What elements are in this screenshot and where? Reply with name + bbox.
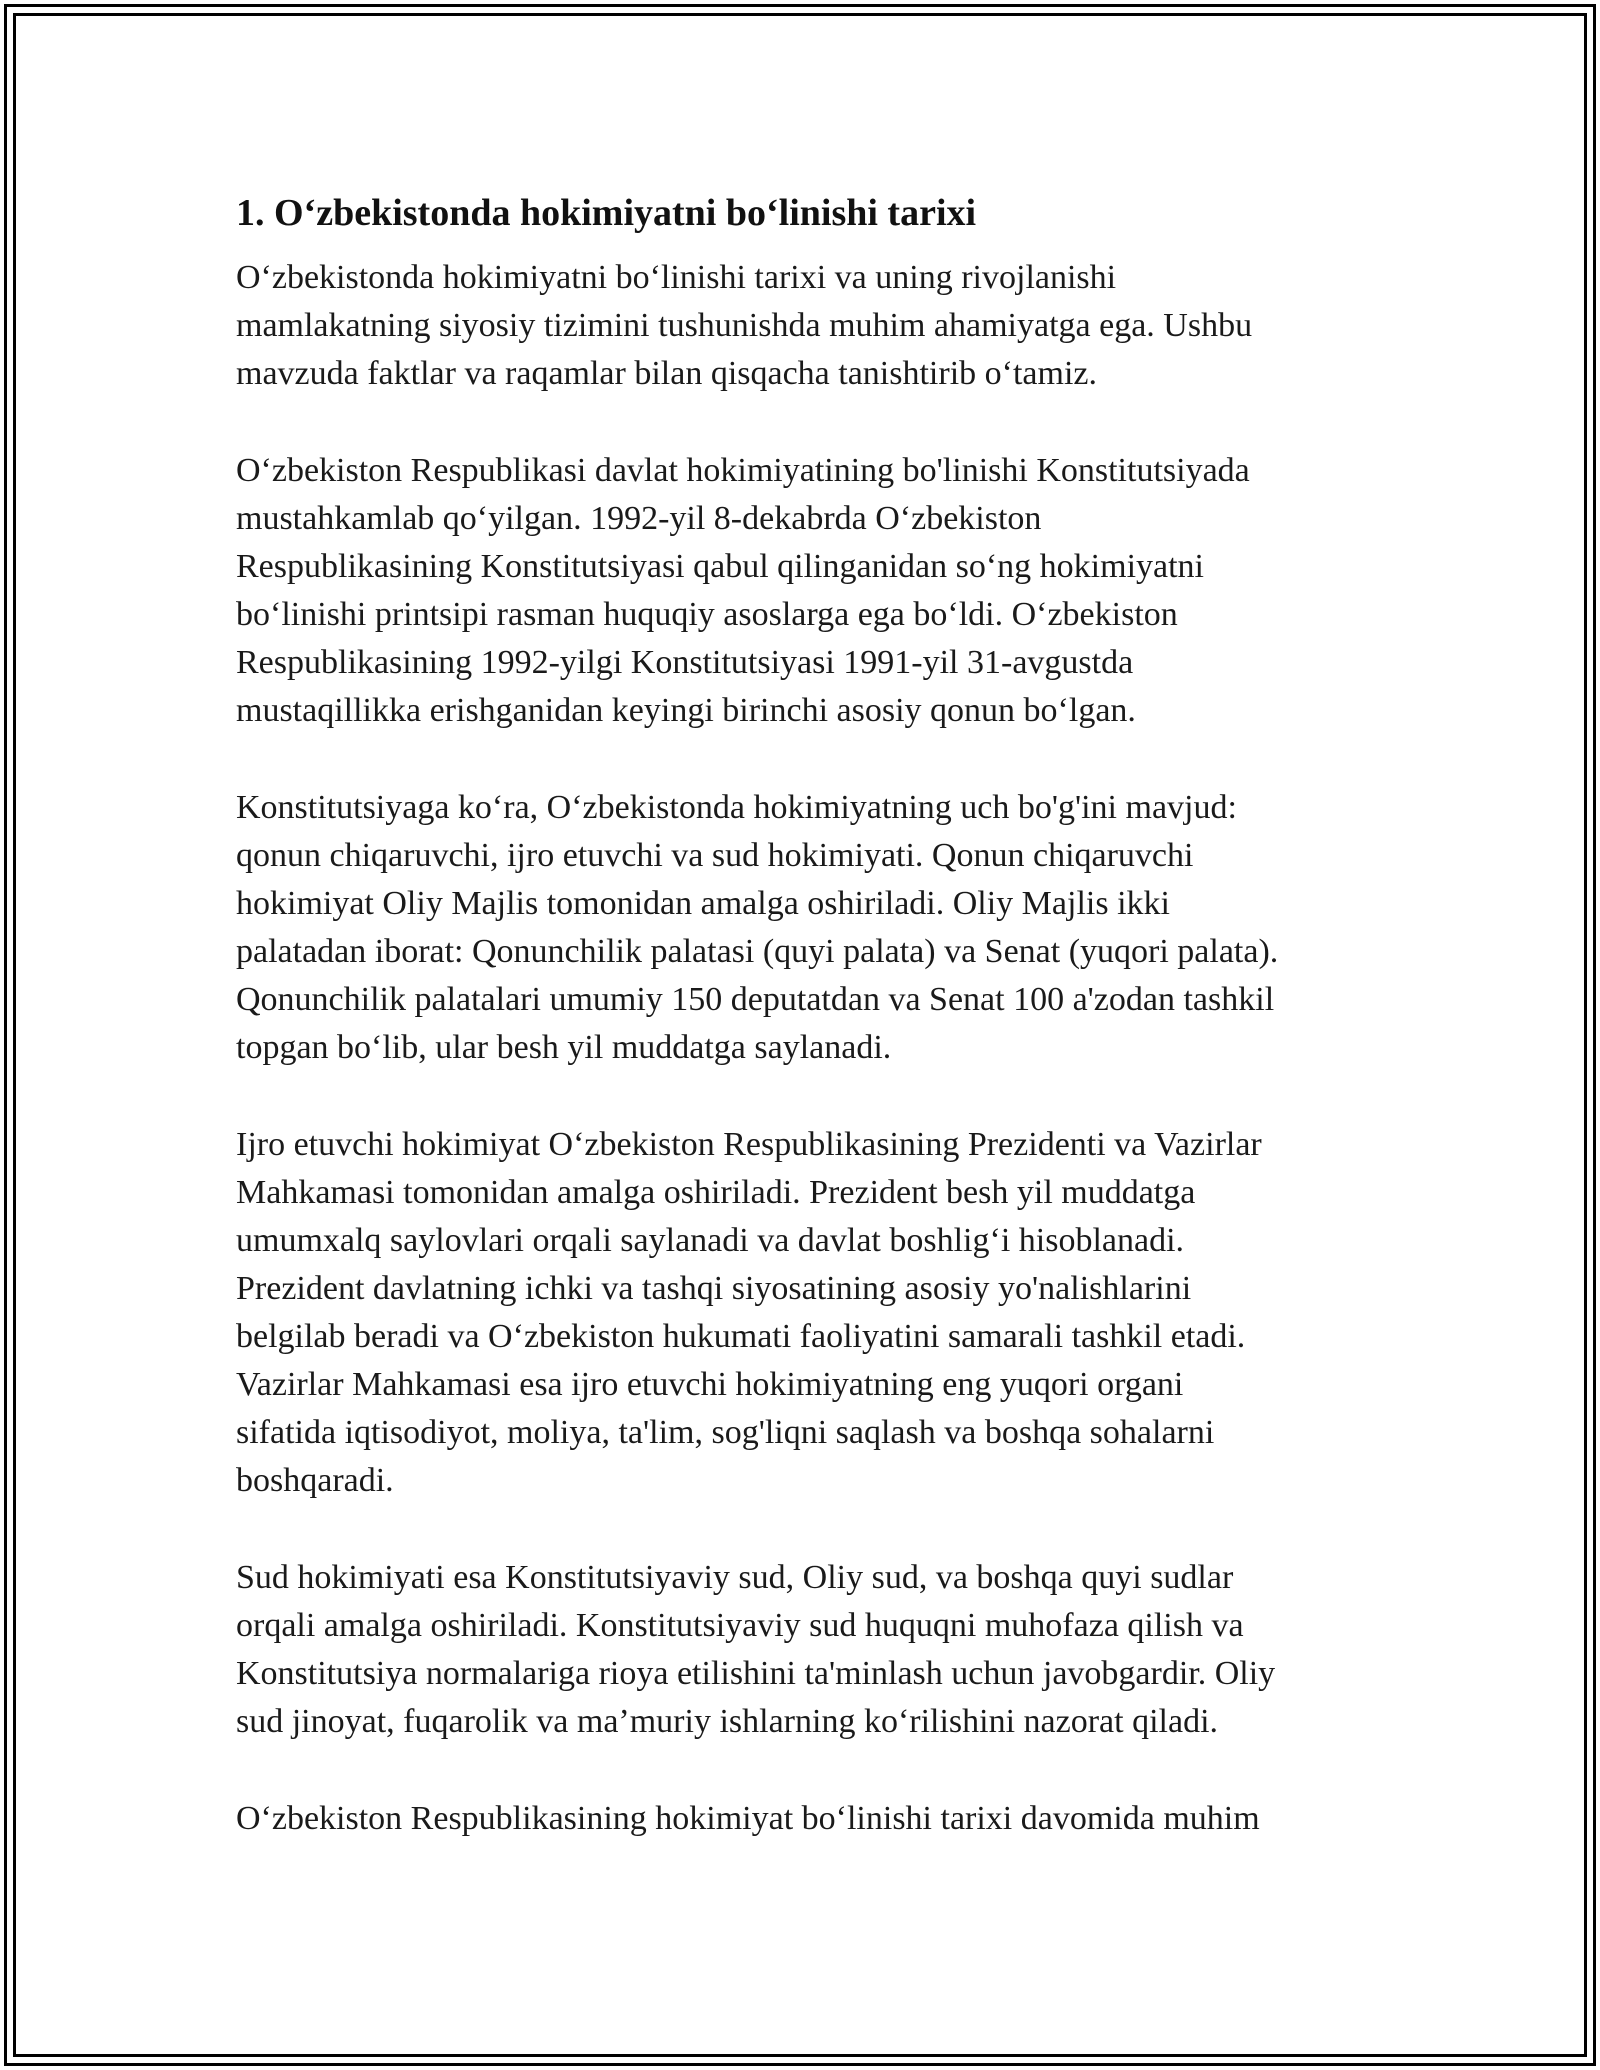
paragraph-intro: O‘zbekistonda hokimiyatni bo‘linishi tarixi va uning rivojlanishi mamlakatning siyosiy tizimini tushunishda muhim ahamiyatga ega. Ushbu mavzuda faktlar va raqamlar bilan qisqacha tanishtirib o‘tamiz. bbox=[236, 259, 1253, 392]
paragraph-executive: Ijro etuvchi hokimiyat O‘zbekiston Respublikasining Prezidenti va Vazirlar Mahkamasi tomonidan amalga oshiriladi. Prezident besh yil muddatga umumxalq saylovlari orqali saylanadi va davlat boshlig‘i hisoblanadi. Prezident davlatning ichki va tashqi siyosatining asosiy yo'nalishlarini belgilab beradi va O‘zbekiston hukumati faoliyatini samarali tashkil etadi. Vazirlar Mahkamasi esa ijro etuvchi hokimiyatning eng yuqori organi sifatida iqtisodiyot, moliya, ta'lim, sog'liqni saqlash va boshqa sohalarni boshqaradi. bbox=[236, 1126, 1262, 1499]
paragraph-constitution: O‘zbekiston Respublikasi davlat hokimiyatining bo'linishi Konstitutsiyada mustahkamlab qo‘yilgan. 1992-yil 8-dekabrda O‘zbekiston Respublikasining Konstitutsiyasi qabul qilinganidan so‘ng hokimiyatni bo‘linishi printsipi rasman huquqiy asoslarga ega bo‘ldi. O‘zbekiston Respublikasining 1992-yilgi Konstitutsiyasi 1991-yil 31-avgustda mustaqillikka erishganidan keyingi birinchi asosiy qonun bo‘lgan. bbox=[236, 452, 1250, 729]
paragraph-judicial: Sud hokimiyati esa Konstitutsiyaviy sud, Oliy sud, va boshqa quyi sudlar orqali amalga oshiriladi. Konstitutsiyaviy sud huquqni muhofaza qilish va Konstitutsiya normalariga rioya etilishini ta'minlash uchun javobgardir. Oliy sud jinoyat, fuqarolik va ma’muriy ishlarning ko‘rilishini nazorat qiladi. bbox=[236, 1559, 1276, 1740]
paragraph-branches: Konstitutsiyaga ko‘ra, O‘zbekistonda hokimiyatning uch bo'g'ini mavjud: qonun chiqaruvchi, ijro etuvchi va sud hokimiyati. Qonun chiqaruvchi hokimiyat Oliy Majlis tomonidan amalga oshiriladi. Oliy Majlis ikki palatadan iborat: Qonunchilik palatasi (quyi palata) va Senat (yuqori palata). Qonunchilik palatalari umumiy 150 deputatdan va Senat 100 a'zodan tashkil topgan bo‘lib, ular besh yil muddatga saylanadi. bbox=[236, 789, 1279, 1066]
page-title: 1. O‘zbekistonda hokimiyatni bo‘linishi tarixi bbox=[236, 192, 977, 234]
document-body bbox=[236, 188, 1366, 1892]
paragraph-history: O‘zbekiston Respublikasining hokimiyat bo‘linishi tarixi davomida muhim bbox=[236, 1800, 1260, 1837]
